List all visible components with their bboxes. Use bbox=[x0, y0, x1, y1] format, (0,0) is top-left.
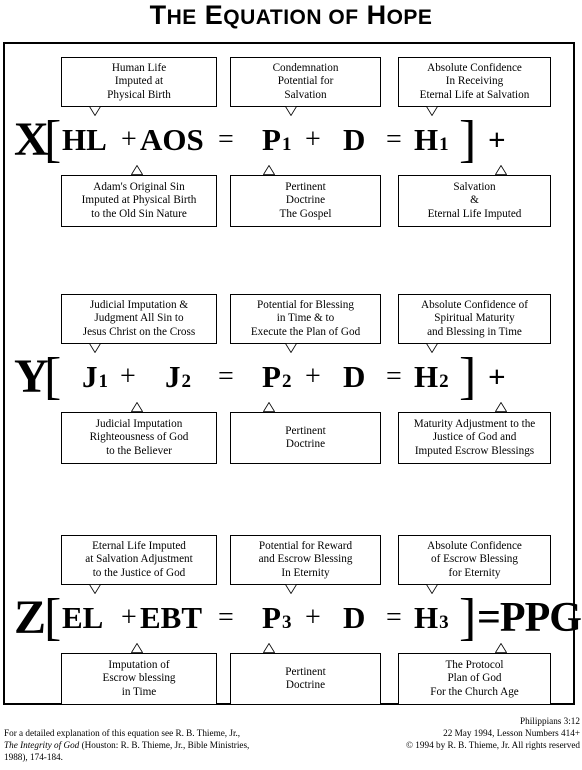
box-line: Absolute Confidence of bbox=[421, 298, 528, 311]
row3-bottom-box-3 bbox=[398, 653, 551, 705]
open-bracket bbox=[44, 110, 61, 170]
row1-bottom-box-1 bbox=[61, 175, 217, 227]
plus-sign-2-text: + bbox=[305, 602, 321, 633]
box-line: Physical Birth bbox=[107, 88, 171, 101]
row3-bottom-box-2 bbox=[230, 653, 381, 705]
box-line: in Time & to bbox=[276, 312, 335, 325]
equals-sign-2 bbox=[386, 588, 402, 648]
box-line: Spiritual Maturity bbox=[434, 312, 515, 325]
row3-top-box-1 bbox=[61, 535, 217, 585]
row3-equation bbox=[0, 588, 582, 648]
hope-term bbox=[414, 588, 449, 653]
row2-top-box-1 bbox=[61, 294, 217, 344]
row2-equation bbox=[0, 347, 582, 407]
box-line: of Escrow Blessing bbox=[430, 553, 518, 566]
term-2-text: J bbox=[165, 359, 181, 394]
row2-bottom-box-3 bbox=[398, 412, 551, 464]
box-line: Judicial Imputation bbox=[95, 417, 183, 430]
box-line: Righteousness of God bbox=[89, 431, 189, 444]
close-bracket bbox=[459, 110, 476, 170]
equals-sign-2 bbox=[386, 110, 402, 170]
row2-bottom-box-2 bbox=[230, 412, 381, 464]
equals-sign-text: = bbox=[218, 361, 234, 392]
row3-bottom-box-1 bbox=[61, 653, 217, 705]
equals-sign-text: = bbox=[218, 602, 234, 633]
box-line: Potential for Reward bbox=[258, 539, 353, 552]
plus-sign-text: + bbox=[120, 361, 136, 392]
term-2 bbox=[140, 110, 204, 170]
equals-sign-2-text: = bbox=[386, 602, 402, 633]
doctrine-term bbox=[343, 110, 365, 170]
hope-term bbox=[414, 110, 449, 175]
row1-top-box-1 bbox=[61, 57, 217, 107]
equation-tail-text: =PPG bbox=[477, 595, 581, 641]
box-line: The Protocol bbox=[445, 658, 504, 671]
equals-sign-2 bbox=[386, 347, 402, 407]
box-line: Plan of God bbox=[447, 672, 502, 685]
potential-term-subscript: 2 bbox=[281, 371, 292, 392]
box-line: Maturity Adjustment to the bbox=[413, 417, 536, 430]
equation-tail bbox=[488, 347, 506, 407]
hope-term-subscript: 3 bbox=[439, 612, 449, 633]
term-1-text: HL bbox=[62, 122, 107, 157]
doctrine-term-text: D bbox=[343, 600, 366, 635]
row2-top-box-3 bbox=[398, 294, 551, 344]
row1-top-box-2 bbox=[230, 57, 381, 107]
open-bracket-text: [ bbox=[44, 111, 62, 168]
term-2-text: EBT bbox=[140, 600, 203, 635]
box-line: Eternal Life Imputed bbox=[92, 539, 186, 552]
box-line: Eternal Life Imputed bbox=[427, 207, 522, 220]
row3-top-box-3 bbox=[398, 535, 551, 585]
box-line: to the Justice of God bbox=[92, 566, 186, 579]
close-bracket-text: ] bbox=[459, 589, 477, 646]
row3-top-box-2 bbox=[230, 535, 381, 585]
footer-left: For a detailed explanation of this equation see R. B. Thieme, Jr., The Integrity of God (Houston: R. B. Thieme, Jr., Bible Ministries, 1988), 174-184. bbox=[4, 728, 250, 762]
equals-sign-2-text: = bbox=[386, 361, 402, 392]
box-line: Escrow blessing bbox=[102, 672, 176, 685]
box-line: Potential for Blessing bbox=[257, 298, 354, 311]
open-bracket bbox=[44, 347, 61, 407]
row2-bottom-box-1 bbox=[61, 412, 217, 464]
open-bracket-text: [ bbox=[44, 348, 62, 405]
box-line: for Eternity bbox=[448, 566, 501, 579]
hope-term-text: H bbox=[414, 122, 439, 157]
box-line: to the Believer bbox=[106, 444, 172, 457]
box-line: The Gospel bbox=[279, 207, 332, 220]
box-line: Imputed at Physical Birth bbox=[81, 194, 197, 207]
plus-sign-text: + bbox=[121, 124, 137, 155]
box-line: Pertinent bbox=[285, 424, 326, 437]
box-line: Jesus Christ on the Cross bbox=[82, 325, 196, 338]
plus-sign-2 bbox=[305, 347, 321, 407]
hope-term-subscript: 1 bbox=[439, 134, 449, 155]
open-bracket-text: [ bbox=[44, 589, 62, 646]
box-line: Absolute Confidence bbox=[427, 539, 522, 552]
hope-term-text: H bbox=[414, 600, 439, 635]
box-line: Potential for bbox=[277, 75, 334, 88]
equation-variable bbox=[14, 588, 46, 648]
equation-tail-text: + bbox=[488, 359, 506, 394]
close-bracket bbox=[459, 588, 476, 648]
plus-sign-2-text: + bbox=[305, 124, 321, 155]
term-1-text: J bbox=[82, 359, 98, 394]
potential-term bbox=[262, 588, 291, 653]
term-1 bbox=[82, 347, 108, 412]
row1-equation bbox=[0, 110, 582, 170]
equals-sign bbox=[218, 588, 234, 648]
box-line: Execute the Plan of God bbox=[250, 325, 361, 338]
potential-term bbox=[262, 110, 291, 175]
plus-sign-2 bbox=[305, 588, 321, 648]
close-bracket-text: ] bbox=[459, 111, 477, 168]
plus-sign-2 bbox=[305, 110, 321, 170]
box-line: Condemnation bbox=[272, 61, 339, 74]
equation-variable-text: Z bbox=[14, 591, 47, 644]
box-line: and Escrow Blessing bbox=[258, 553, 353, 566]
box-line: In Receiving bbox=[445, 75, 504, 88]
hope-term bbox=[414, 347, 449, 412]
page-title: THE EQUATION OF HOPE bbox=[149, 0, 433, 30]
box-line: Doctrine bbox=[285, 438, 326, 450]
box-line: For the Church Age bbox=[430, 685, 519, 698]
potential-term-text: P bbox=[262, 600, 281, 635]
plus-sign-2-text: + bbox=[305, 361, 321, 392]
equals-sign bbox=[218, 347, 234, 407]
term-2-subscript: 2 bbox=[181, 371, 191, 392]
doctrine-term bbox=[343, 588, 365, 648]
potential-term bbox=[262, 347, 291, 412]
box-line: Imputed Escrow Blessings bbox=[414, 444, 535, 457]
box-line: Eternal Life at Salvation bbox=[419, 88, 530, 101]
plus-sign bbox=[121, 110, 137, 170]
term-1 bbox=[62, 588, 103, 648]
box-line: Imputation of bbox=[108, 658, 170, 671]
box-line: Salvation bbox=[453, 180, 496, 193]
row1-bottom-box-2 bbox=[230, 175, 381, 227]
potential-term-subscript: 1 bbox=[281, 134, 292, 155]
equals-sign-text: = bbox=[218, 124, 234, 155]
hope-term-text: H bbox=[414, 359, 439, 394]
equation-tail-text: + bbox=[488, 122, 506, 157]
term-2 bbox=[165, 347, 191, 412]
box-line: Adam's Original Sin bbox=[93, 180, 185, 193]
doctrine-term bbox=[343, 347, 365, 407]
box-line: Justice of God and bbox=[432, 431, 517, 444]
box-line: in Time bbox=[121, 685, 157, 698]
term-1-subscript: 1 bbox=[98, 371, 108, 392]
equation-variable-text: Y bbox=[14, 350, 49, 403]
row1-bottom-box-3 bbox=[398, 175, 551, 227]
box-line: and Blessing in Time bbox=[427, 325, 522, 338]
row2-top-box-2 bbox=[230, 294, 381, 344]
potential-term-text: P bbox=[262, 359, 281, 394]
term-2 bbox=[140, 588, 202, 648]
box-line: Judgment All Sin to bbox=[94, 312, 184, 325]
equation-tail bbox=[477, 588, 581, 648]
equals-sign bbox=[218, 110, 234, 170]
term-1 bbox=[62, 110, 107, 170]
box-line: Pertinent bbox=[285, 665, 326, 678]
term-1-text: EL bbox=[62, 600, 104, 635]
doctrine-term-text: D bbox=[343, 359, 366, 394]
box-line: Absolute Confidence bbox=[427, 61, 522, 74]
open-bracket bbox=[44, 588, 61, 648]
plus-sign-text: + bbox=[121, 602, 137, 633]
box-line: Imputed at bbox=[114, 75, 164, 88]
box-line: Judicial Imputation & bbox=[89, 298, 189, 311]
potential-term-text: P bbox=[262, 122, 281, 157]
box-line: In Eternity bbox=[281, 566, 330, 579]
equation-variable-text: X bbox=[14, 113, 49, 166]
row1-top-box-3 bbox=[398, 57, 551, 107]
box-line: Doctrine bbox=[285, 194, 326, 207]
hope-term-subscript: 2 bbox=[439, 371, 449, 392]
box-line: at Salvation Adjustment bbox=[85, 553, 193, 566]
close-bracket-text: ] bbox=[459, 348, 477, 405]
footer-right: Philippians 3:12 22 May 1994, Lesson Numbers 414+ © 1994 by R. B. Thieme, Jr. All rights reserved bbox=[406, 716, 580, 750]
plus-sign bbox=[121, 588, 137, 648]
equation-tail bbox=[488, 110, 506, 170]
box-line: Salvation bbox=[284, 88, 327, 101]
equals-sign-2-text: = bbox=[386, 124, 402, 155]
box-line: to the Old Sin Nature bbox=[91, 207, 187, 220]
plus-sign bbox=[120, 347, 136, 407]
potential-term-subscript: 3 bbox=[281, 612, 292, 633]
box-line: & bbox=[470, 194, 479, 207]
term-2-text: AOS bbox=[140, 122, 204, 157]
box-line: Doctrine bbox=[285, 679, 326, 691]
box-line: Pertinent bbox=[285, 180, 326, 193]
close-bracket bbox=[459, 347, 476, 407]
doctrine-term-text: D bbox=[343, 122, 366, 157]
box-line: Human Life bbox=[111, 61, 167, 74]
